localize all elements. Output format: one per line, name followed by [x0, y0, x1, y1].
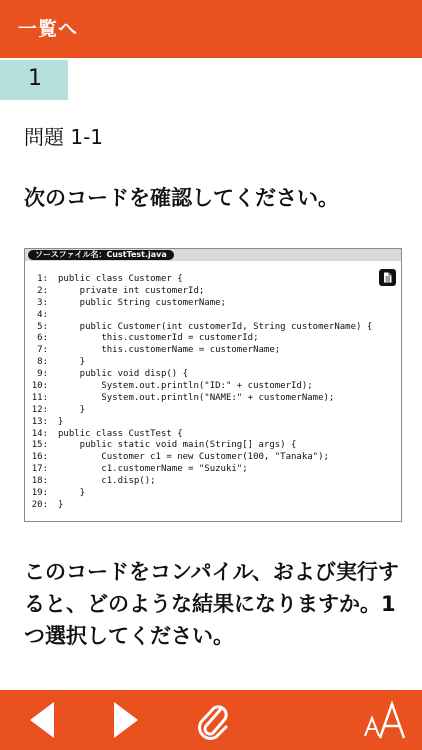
document-icon[interactable] [379, 269, 396, 286]
code-line [31, 345, 371, 357]
code-line [31, 405, 371, 417]
line-number: 18: [31, 476, 48, 487]
code-text: } [58, 499, 64, 510]
line-number: 17: [31, 464, 48, 475]
bottom-toolbar [0, 690, 422, 750]
code-line [31, 381, 371, 393]
source-code-panel [24, 248, 402, 522]
code-text: } [58, 357, 86, 368]
font-size-icon[interactable] [362, 698, 408, 742]
code-text: public void disp() { [58, 369, 189, 380]
code-text: System.out.println("ID:" + customerId); [58, 381, 313, 392]
app-header [0, 0, 422, 58]
code-text: public Customer(int customerId, String customerName) { [58, 321, 373, 332]
code-line [31, 452, 371, 464]
code-line [31, 488, 371, 500]
line-number: 13: [31, 416, 48, 427]
code-line [31, 393, 371, 405]
code-line [31, 333, 371, 345]
line-number: 1: [37, 274, 48, 284]
question-number: 1 [28, 66, 42, 91]
instruction-text: 次のコードを確認してください。 [24, 186, 339, 210]
prev-arrow-icon[interactable] [24, 700, 60, 740]
line-number: 15: [31, 440, 48, 451]
question-title: 問題 1-1 [24, 125, 104, 149]
code-text: private int customerId; [58, 285, 205, 296]
line-number: 4: [37, 309, 48, 320]
code-text: public String customerName; [58, 297, 226, 308]
code-text: public class Customer { [58, 274, 183, 284]
line-number: 9: [37, 369, 48, 380]
code-line [31, 274, 371, 286]
line-number: 7: [37, 345, 48, 356]
line-number: 5: [37, 321, 48, 332]
code-text: System.out.println("NAME:" + customerName); [58, 392, 335, 403]
code-line [31, 476, 371, 488]
line-number: 11: [31, 392, 48, 403]
source-file-header [25, 249, 401, 261]
question-text: このコードをコンパイル、および実行すると、どのような結果になりますか。1つ選択してください。 [24, 560, 399, 648]
line-number: 12: [31, 404, 48, 415]
line-number: 19: [31, 488, 48, 499]
line-number: 3: [37, 297, 48, 308]
code-line [31, 357, 371, 369]
line-number: 20: [31, 499, 48, 510]
line-number: 8: [37, 357, 48, 368]
code-text: this.customerId = customerId; [58, 333, 259, 344]
source-file-label: ソースファイル名：CustTest.java [28, 250, 174, 260]
code-text: public class CustTest { [58, 428, 183, 439]
code-text: } [58, 404, 86, 415]
question-number-badge [0, 60, 68, 100]
code-line [31, 500, 371, 512]
line-number: 2: [37, 285, 48, 296]
code-line [31, 429, 371, 441]
code-listing [31, 274, 371, 512]
code-text: c1.disp(); [58, 476, 156, 487]
code-text: public static void main(String[] args) { [58, 440, 297, 451]
code-text: Customer c1 = new Customer(100, "Tanaka"); [58, 452, 329, 463]
line-number: 16: [31, 452, 48, 463]
code-text: } [58, 488, 86, 499]
code-line [31, 440, 371, 452]
code-line [31, 298, 371, 310]
code-text: } [58, 416, 64, 427]
code-line [31, 417, 371, 429]
code-line [31, 464, 371, 476]
code-line [31, 310, 371, 322]
next-arrow-icon[interactable] [108, 700, 144, 740]
code-line [31, 369, 371, 381]
code-text: this.customerName = customerName; [58, 345, 281, 356]
code-line [31, 322, 371, 334]
code-line [31, 286, 371, 298]
code-text: c1.customerName = "Suzuki"; [58, 464, 248, 475]
line-number: 14: [31, 428, 48, 439]
back-to-list-link[interactable]: 一覧へ [18, 18, 79, 40]
line-number: 6: [37, 333, 48, 344]
line-number: 10: [31, 381, 48, 392]
paperclip-icon[interactable] [192, 698, 232, 742]
